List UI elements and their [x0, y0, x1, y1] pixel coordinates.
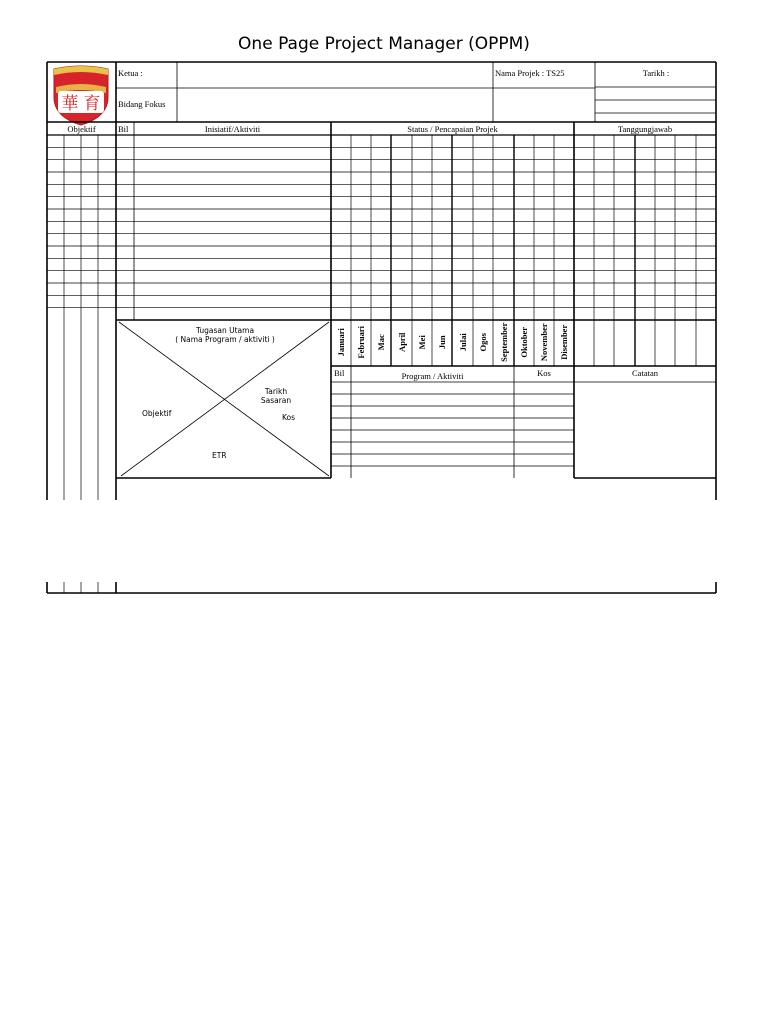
program-bil-header: Bil: [334, 368, 345, 378]
catatan-header: Catatan: [632, 368, 658, 378]
nama-projek-label: Nama Projek : TS25: [495, 68, 565, 78]
status-header: Status / Pencapaian Projek: [407, 124, 498, 134]
objektif-header: Objektif: [67, 124, 96, 134]
svg-text:育: 育: [83, 94, 101, 114]
month-label: Februari: [355, 325, 366, 359]
month-label: Mac: [375, 334, 386, 351]
ketua-label: Ketua :: [118, 68, 143, 78]
page-title: One Page Project Manager (OPPM): [238, 34, 530, 54]
program-aktiviti-header: Program / Aktiviti: [401, 371, 464, 381]
inisiatif-header: Inisiatif/Aktiviti: [204, 124, 261, 134]
month-label: Mei: [416, 335, 427, 350]
tanggungjawab-header: Tanggungjawab: [617, 124, 673, 134]
bil-header: Bil: [118, 124, 129, 134]
objektif-axis-label: Objektif: [142, 409, 172, 418]
month-label: September: [498, 322, 509, 362]
tarikh-label: Tarikh :: [642, 68, 670, 78]
month-label: November: [538, 323, 549, 362]
tugasan-utama-label: Tugasan Utama: [195, 326, 255, 335]
month-label: Oktober: [518, 326, 529, 358]
nama-program-label: ( Nama Program / aktiviti ): [175, 335, 275, 344]
kos-header: Kos: [537, 368, 551, 378]
month-label: Julai: [457, 333, 468, 352]
kos-axis-label: Kos: [282, 413, 296, 422]
month-label: Januari: [335, 328, 346, 357]
svg-text:華: 華: [61, 94, 79, 114]
month-label: Jun: [436, 335, 447, 350]
etr-axis-label: ETR: [212, 451, 227, 460]
bidang-fokus-label: Bidang Fokus: [118, 99, 166, 109]
month-label: Ogos: [477, 333, 488, 352]
tarikh-sasaran-axis-label: Tarikh Sasaran: [260, 387, 292, 406]
month-label: April: [396, 332, 407, 352]
month-label: Disember: [558, 324, 569, 360]
